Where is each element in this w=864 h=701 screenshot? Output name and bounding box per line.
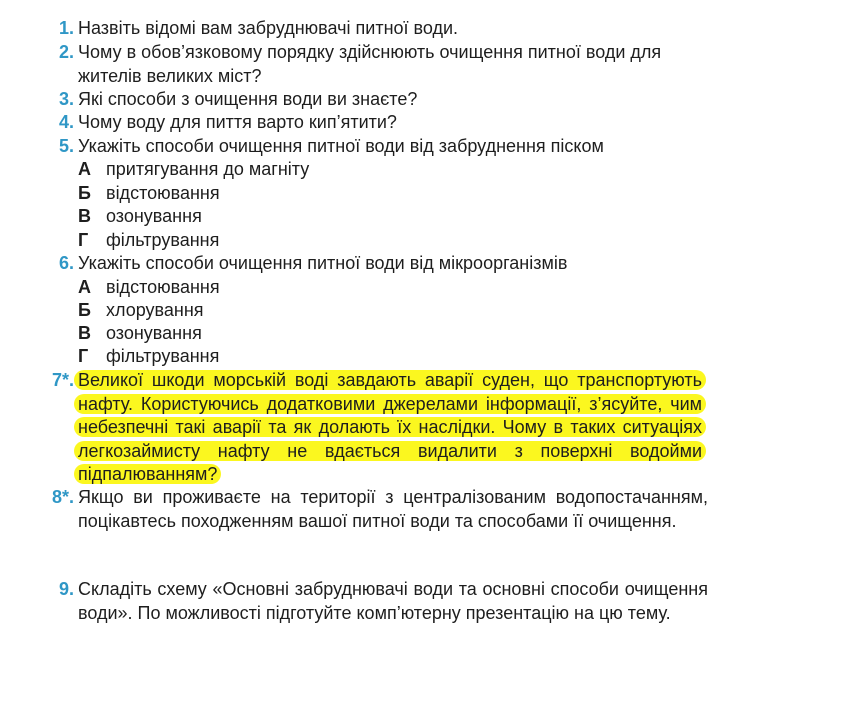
question-number: 8*. [51, 487, 74, 507]
question-number: 2. [58, 42, 74, 62]
question-text: Укажіть способи очищення питної води від мікроорганізмів [78, 253, 568, 273]
question-1 [0, 17, 720, 41]
option-letter: Г [78, 346, 89, 366]
question-6 [0, 252, 720, 276]
question-text: Великої шкоди морській воді завдають аварії суден, що транспортують нафту. Користуючись додатковими джерелами інформації, з’ясуйте, чим небезпечні такі аварії та як долають їх наслідки. Чому в таких ситуаціях легкозаймисту нафту не вдається видалити з поверхні водойми підпалюванням? [74, 370, 706, 484]
question-number: 5. [58, 136, 74, 156]
option-text: озонування [106, 206, 202, 226]
option-letter: Б [78, 183, 91, 203]
option-item [78, 205, 202, 229]
option-text: озонування [106, 323, 202, 343]
option-letter: Б [78, 300, 91, 320]
question-text: Чому в обов’язковому порядку здійснюють очищення питної води для жителів великих міст? [78, 42, 662, 86]
option-item [78, 229, 219, 253]
question-text: Складіть схему «Основні забруднювачі води та основні способи очищення води». По можливості підготуйте комп’ютерну презентацію на цю тему. [78, 579, 708, 623]
question-number: 4. [58, 112, 74, 132]
question-number: 7*. [51, 370, 74, 390]
option-text: хлорування [106, 300, 204, 320]
question-7-highlighted [74, 369, 706, 487]
option-item [78, 299, 204, 323]
question-number: 1. [58, 18, 74, 38]
question-text: Назвіть відомі вам забруднювачі питної води. [78, 18, 459, 38]
question-text: Які способи з очищення води ви знаєте? [78, 89, 418, 109]
option-item [78, 182, 220, 206]
option-text: відстоювання [106, 277, 220, 297]
question-5 [0, 135, 720, 159]
question-4 [0, 111, 720, 135]
question-number: 6. [58, 253, 74, 273]
question-text: Якщо ви проживаєте на території з централізованим водопостачанням, поцікавтесь походженням вашої питної води та способами її очищення. [78, 487, 708, 531]
option-item [78, 158, 309, 182]
option-text: відстоювання [106, 183, 220, 203]
question-3 [0, 88, 720, 112]
option-text: притягування до магніту [106, 159, 310, 179]
option-letter: В [78, 206, 91, 226]
question-9 [0, 578, 720, 625]
option-text: фільтрування [106, 346, 220, 366]
question-8 [0, 486, 720, 533]
option-letter: А [78, 277, 91, 297]
question-2 [0, 41, 720, 88]
option-item [78, 276, 220, 300]
question-text: Укажіть способи очищення питної води від забруднення піском [78, 136, 604, 156]
question-number: 3. [58, 89, 74, 109]
option-item [78, 345, 219, 369]
option-letter: В [78, 323, 91, 343]
option-letter: Г [78, 230, 89, 250]
question-number: 9. [58, 579, 74, 599]
option-text: фільтрування [106, 230, 220, 250]
option-letter: А [78, 159, 91, 179]
option-item [78, 322, 202, 346]
question-text: Чому воду для пиття варто кип’ятити? [78, 112, 397, 132]
